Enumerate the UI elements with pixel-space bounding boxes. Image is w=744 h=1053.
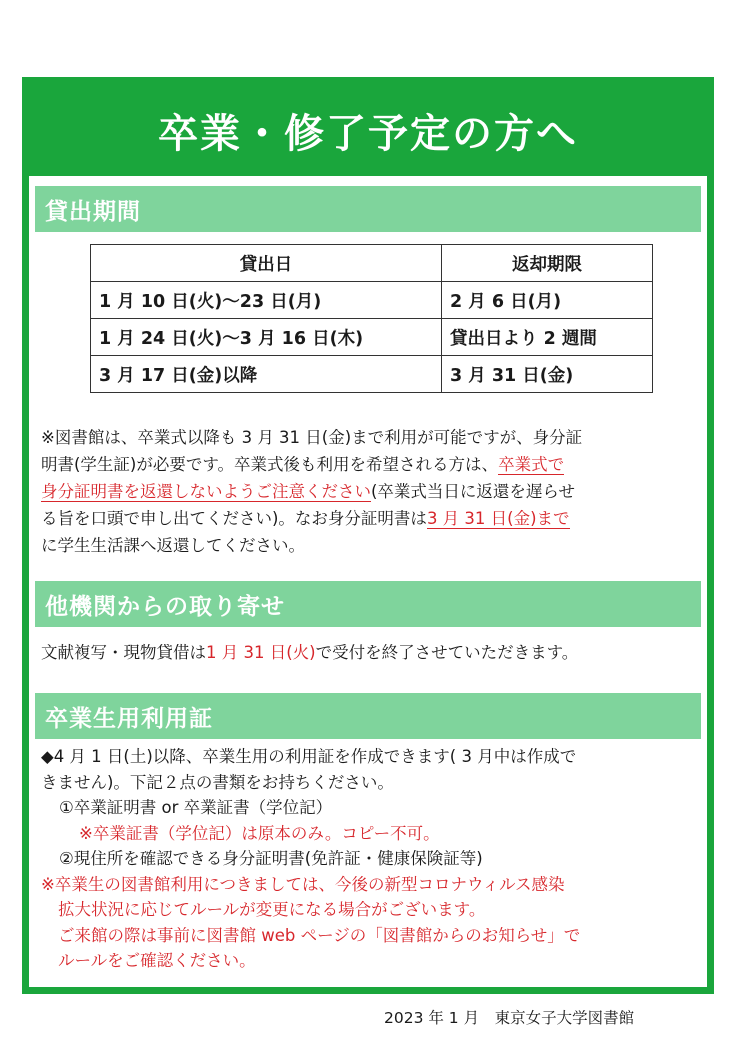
note-text: る旨を口頭で申し出てください)。なお身分証明書は [41,509,427,528]
title-banner [29,84,707,176]
interlibrary-note [41,639,703,666]
note-text: (卒業式当日に返還を遅らせ [371,482,575,501]
note-line [41,505,703,532]
warning-text: 卒業式で [498,455,565,474]
note-line: ※図書館は、卒業式以降も 3 月 31 日(金)まで利用が可能ですが、身分証 [41,428,583,447]
deadline-text: 3 月 31 日(金)まで [426,509,570,528]
section-heading-interlibrary [35,581,701,627]
section-heading-label: 貸出期間 [45,198,141,225]
warning-text: ※卒業証書（学位記）は原本のみ。コピー不可。 [79,823,440,843]
loan-period-table [90,244,653,393]
warning-text: ※卒業生の図書館利用につきましては、今後の新型コロナウィルス感染 [41,874,565,894]
table-row [91,356,653,393]
note-line [41,478,703,505]
alumni-card-note [41,744,703,974]
section-heading-label: 卒業生用利用証 [45,705,213,732]
note-text: 明書(学生証)が必要です。卒業式後も利用を希望される方は、 [41,455,499,474]
table-header-row [91,245,653,282]
warning-text: 身分証明書を返還しないようご注意ください [41,482,371,501]
section-heading-label: 他機関からの取り寄せ [45,593,285,620]
warning-text: ルールをご確認ください。 [58,951,256,970]
section-heading-alumni-card [35,693,701,739]
table-cell: 1 月 24 日(火)～3 月 16 日(木) [91,319,442,356]
note-line: に学生生活課へ返還してください。 [41,536,305,555]
note-text: 文献複写・現物貸借は [41,643,206,662]
table-cell: 1 月 10 日(火)～23 日(月) [91,282,442,319]
note-text: で受付を終了させていただきます。 [315,643,579,662]
loan-period-note [41,424,703,559]
note-line: きません)。下記２点の書類をお持ちください。 [41,772,394,792]
section-heading-loan-period [35,186,701,232]
notice-frame [22,77,714,994]
deadline-text: 1 月 31 日(火) [206,643,316,662]
document-item: ①卒業証明書 or 卒業証書（学位記） [59,798,333,817]
table-row [91,282,653,319]
table-cell: 3 月 31 日(金) [442,356,653,393]
table-cell: 3 月 17 日(金)以降 [91,356,442,393]
page-title: 卒業・修了予定の方へ [158,110,578,157]
warning-text: 拡大状況に応じてルールが変更になる場合がございます。 [58,900,486,919]
column-header: 貸出日 [91,245,442,282]
table-cell: 2 月 6 日(月) [442,282,653,319]
warning-text: ご来館の際は事前に図書館 web ページの「図書館からのお知らせ」で [58,925,581,945]
note-line [41,451,703,478]
footer-issuer: 2023 年 1 月 東京女子大学図書館 [384,1009,635,1027]
document-item: ②現住所を確認できる身分証明書(免許証・健康保険証等) [59,849,483,868]
table-row [91,319,653,356]
table-cell: 貸出日より 2 週間 [442,319,653,356]
column-header: 返却期限 [442,245,653,282]
note-line [41,639,703,666]
note-line: ◆4 月 1 日(土)以降、卒業生用の利用証を作成できます( 3 月中は作成で [41,747,577,766]
